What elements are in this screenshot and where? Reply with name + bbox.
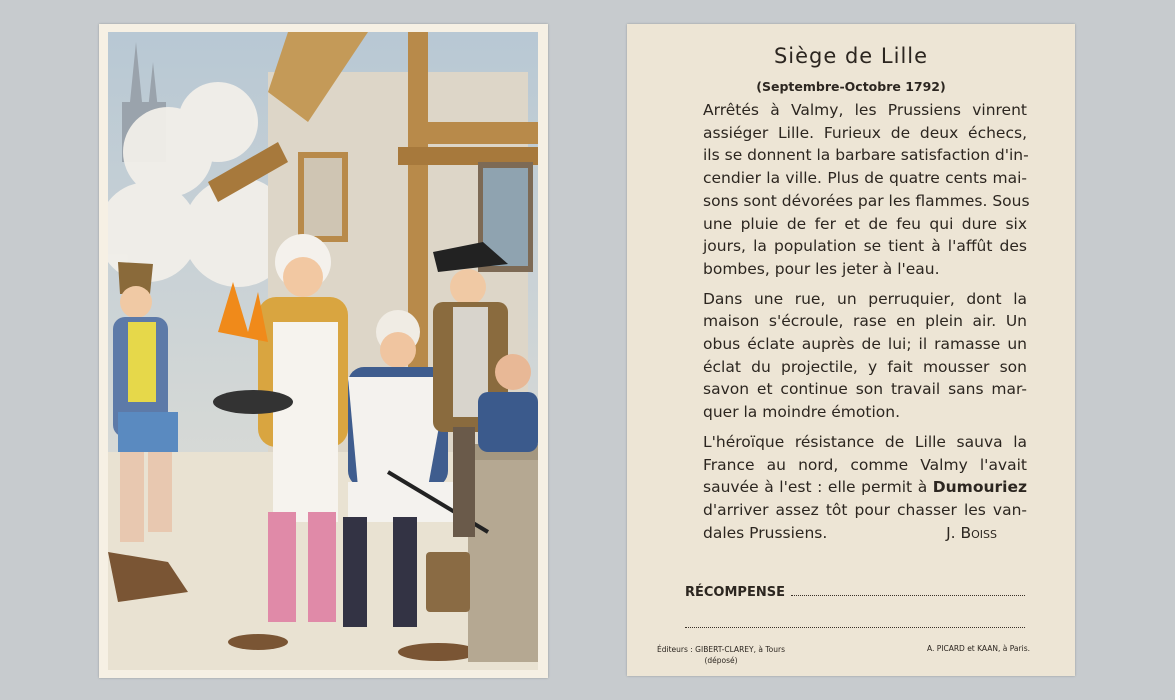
illustration-card — [99, 24, 548, 678]
author-signature: J. Boiss — [946, 523, 997, 542]
card-title: Siège de Lille — [773, 44, 929, 68]
reward-label: RÉCOMPENSE — [685, 585, 785, 600]
publisher-credit: Éditeurs : GIBERT-CLAREY, à Tours (déposé) — [657, 645, 785, 665]
printer-credit: A. PICARD et KAAN, à Paris. — [926, 644, 1030, 653]
text-card — [627, 24, 1075, 676]
reward-field — [685, 585, 1025, 600]
barber-scene-illustration — [108, 32, 538, 670]
card-subtitle: (Septembre-Octobre 1792) — [756, 79, 946, 94]
paragraph-2: Dans une rue, un perruquier, dont la maison s'écroule, rase en plein air. Un obus éclate auprès de lui; il ramasse un éclat du projectile, y fait mousser son savon et continue son travail sans mar- quer la moindre émotion. — [703, 289, 1027, 422]
paragraph-1: Arrêtés à Valmy, les Prussiens vinrent assiéger Lille. Furieux de deux échecs, ils se donnent la barbare satisfaction d'in- cendier la ville. Plus de quatre cents mai- sons sont dévorées par les flammes. Sous une pluie de fer et de feu qui dure six jours, la population se tient à l'affût des bombes, pour les jeter à l'eau. — [703, 101, 1030, 278]
reward-dotted-line — [791, 585, 1025, 596]
story-text — [679, 99, 1030, 544]
reward-dotted-line-2 — [685, 627, 1025, 628]
dumouriez-name: Dumouriez — [932, 478, 1027, 497]
paragraph-3: L'héroïque résistance de Lille sauva la France au nord, comme Valmy l'avait sauvée à l'est : elle permit à Dumouriez d'arriver assez tôt pour chasser les van- dales Prussiens. J. Boiss — [679, 431, 1027, 545]
